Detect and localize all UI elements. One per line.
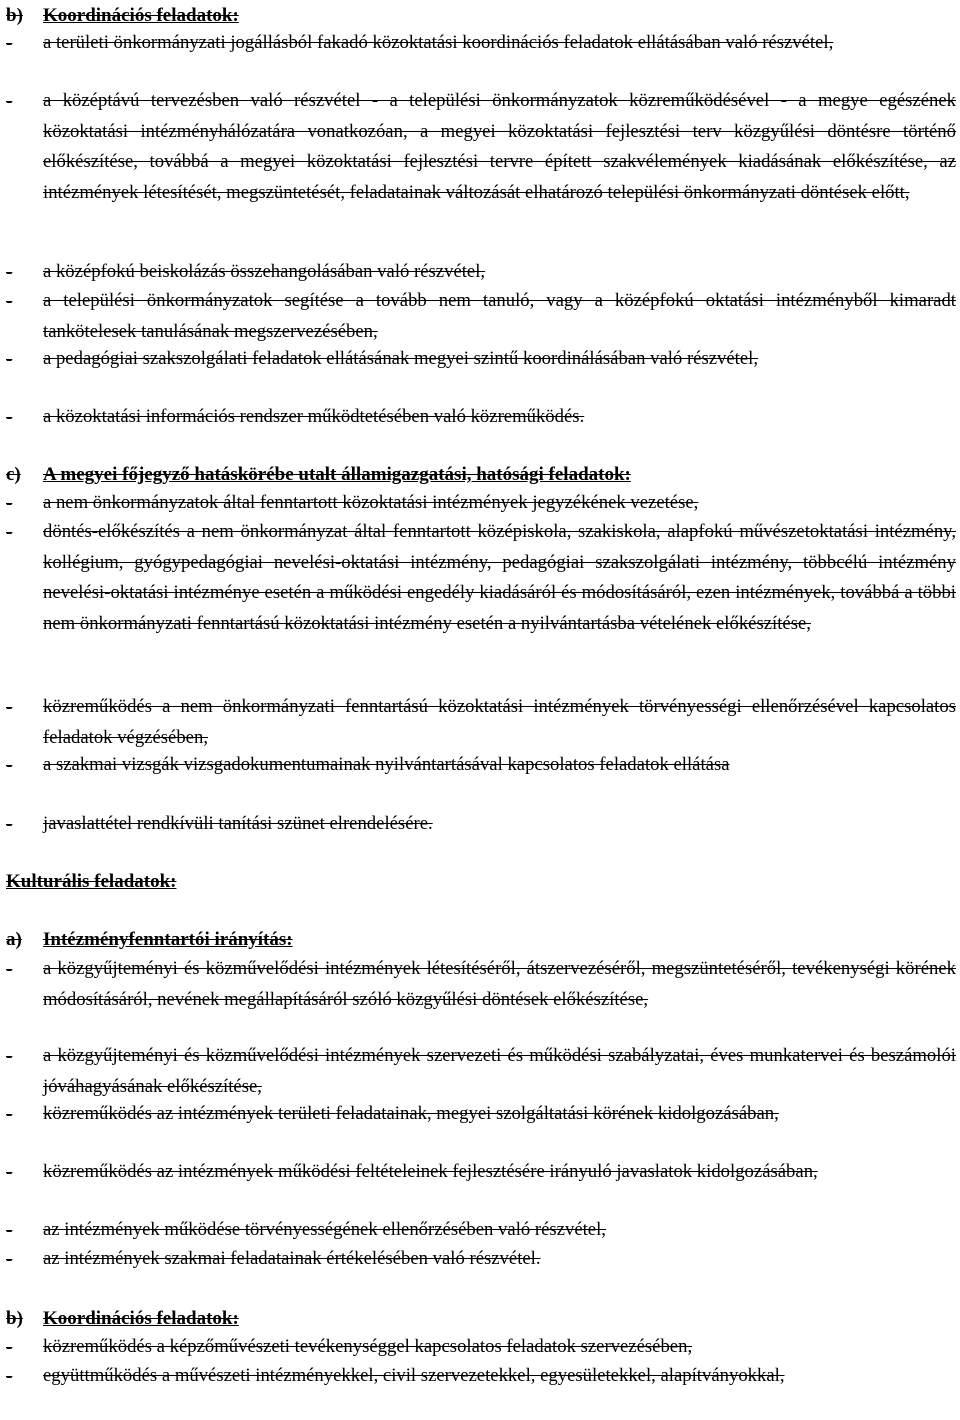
list-dash: - <box>6 1046 13 1067</box>
list-item <box>6 1332 956 1363</box>
list-dash: - <box>6 91 13 112</box>
list-item <box>6 954 956 1015</box>
list-dash: - <box>6 33 13 54</box>
list-dash: - <box>6 755 13 776</box>
list-dash: - <box>6 1104 13 1125</box>
list-dash: - <box>6 1366 13 1387</box>
list-item-text: a szakmai vizsgák vizsgadokumentumainak nyilvántartásával kapcsolatos feladatok ellátása <box>43 754 730 775</box>
list-dash: - <box>6 522 13 543</box>
list-item <box>6 344 956 375</box>
list-item <box>6 750 956 781</box>
list-item <box>6 1215 956 1246</box>
heading-b-koordinacios-kulturalis <box>6 1303 239 1334</box>
list-item <box>6 692 956 753</box>
heading-title: Koordinációs feladatok: <box>43 5 239 26</box>
list-dash: - <box>6 814 13 835</box>
list-item <box>6 257 956 288</box>
list-dash: - <box>6 291 13 312</box>
heading-title: A megyei főjegyző hatáskörébe utalt államigazgatási, hatósági feladatok: <box>43 464 631 485</box>
heading-title: Intézményfenntartói irányítás: <box>43 929 293 950</box>
list-dash: - <box>6 1249 13 1270</box>
heading-title: Koordinációs feladatok: <box>43 1308 239 1329</box>
list-item <box>6 488 956 519</box>
list-item-text: közreműködés a nem önkormányzati fenntartású közoktatási intézmények törvényességi ellenőrzésével kapcsolatos feladatok végzésében, <box>43 696 956 748</box>
list-dash: - <box>6 493 13 514</box>
list-dash: - <box>6 349 13 370</box>
list-item-text: a települési önkormányzatok segítése a tovább nem tanuló, vagy a középfokú oktatási intézményből kimaradt tankötelesek tanulásának megszervezésében, <box>43 290 956 342</box>
list-item-text: az intézmények működése törvényességének ellenőrzésében való részvétel, <box>43 1219 606 1240</box>
list-dash: - <box>6 407 13 428</box>
list-item-text: a közoktatási információs rendszer működtetésében való közreműködés. <box>43 406 585 427</box>
list-item <box>6 28 956 59</box>
section-title-kulturalis <box>6 866 176 897</box>
list-item-text: közreműködés az intézmények területi feladatainak, megyei szolgáltatási körének kidolgozásában, <box>43 1103 779 1124</box>
list-item-text: a középfokú beiskolázás összehangolásában való részvétel, <box>43 261 486 282</box>
list-dash: - <box>6 1162 13 1183</box>
list-item-text: a területi önkormányzati jogállásból fakadó közoktatási koordinációs feladatok ellátásában való részvétel, <box>43 32 834 53</box>
list-item <box>6 86 956 208</box>
list-item <box>6 1157 956 1188</box>
list-item-text: döntés-előkészítés a nem önkormányzat által fenntartott középiskola, szakiskola, alapfokú művészetoktatási intézmény, kollégium, gyógypedagógiai nevelési-oktatási intézmény, pedagógiai szakszolgálati intézmény, többcélú intézmény nevelési-oktatási intézménye esetén a működési engedély kiadásáról és módosításáról, ezen intézmények, továbbá a többi nem önkormányzati fenntartású közoktatási intézmény esetén a nyilvántartásba vételének előkészítése, <box>43 521 956 634</box>
list-item-text: a nem önkormányzatok által fenntartott közoktatási intézmények jegyzékének vezetése, <box>43 492 699 513</box>
list-item <box>6 286 956 347</box>
list-item <box>6 1041 956 1102</box>
list-item <box>6 517 956 639</box>
list-item-text: együttműködés a művészeti intézményekkel, civil szervezetekkel, egyesületekkel, alapítványokkal, <box>43 1365 785 1386</box>
list-item-text: a középtávú tervezésben való részvétel - a települési önkormányzatok közreműködésével - a megye egészének közoktatási intézményhálózatára vonatkozóan, a megyei közoktatási fejlesztési terv közgyűlési döntésre történő előkészítése, továbbá a megyei közoktatási fejlesztési tervre épített szakvélemények kiadásának előkészítése, az intézmények létesítését, megszüntetését, feladatainak változását elhatározó települési önkormányzati döntések előtt, <box>43 90 956 203</box>
list-dash: - <box>6 1337 13 1358</box>
heading-label: b) <box>6 5 23 26</box>
list-item-text: közreműködés a képzőművészeti tevékenységgel kapcsolatos feladatok szervezésében, <box>43 1336 693 1357</box>
heading-label: c) <box>6 464 21 485</box>
list-item <box>6 1099 956 1130</box>
list-dash: - <box>6 1220 13 1241</box>
list-item-text: közreműködés az intézmények működési feltételeinek fejlesztésére irányuló javaslatok kidolgozásában, <box>43 1161 818 1182</box>
heading-b-koordinacios <box>6 0 239 31</box>
list-item-text: javaslattétel rendkívüli tanítási szünet elrendelésére. <box>43 813 433 834</box>
list-dash: - <box>6 959 13 980</box>
heading-label: a) <box>6 929 22 950</box>
list-item <box>6 809 956 840</box>
heading-c-allamigazgatasi <box>6 459 631 490</box>
heading-a-intezmenyfenntartoi <box>6 924 293 955</box>
list-item-text: a pedagógiai szakszolgálati feladatok ellátásának megyei szintű koordinálásában való részvétel, <box>43 348 759 369</box>
section-title-text: Kulturális feladatok: <box>6 871 177 892</box>
list-item-text: az intézmények szakmai feladatainak értékelésében való részvétel. <box>43 1248 541 1269</box>
list-item <box>6 1244 956 1275</box>
list-item-text: a közgyűjteményi és közművelődési intézmények létesítéséről, átszervezéséről, megszüntetéséről, tevékenységi körének módosításáról, nevének megállapításáról szóló közgyűlési döntések előkészítése, <box>43 958 956 1010</box>
heading-label: b) <box>6 1308 23 1329</box>
list-item <box>6 1361 956 1392</box>
list-item <box>6 402 956 433</box>
list-dash: - <box>6 262 13 283</box>
list-dash: - <box>6 697 13 718</box>
list-item-text: a közgyűjteményi és közművelődési intézmények szervezeti és működési szabályzatai, éves munkatervei és beszámolói jóváhagyásának előkészítése, <box>43 1045 956 1097</box>
